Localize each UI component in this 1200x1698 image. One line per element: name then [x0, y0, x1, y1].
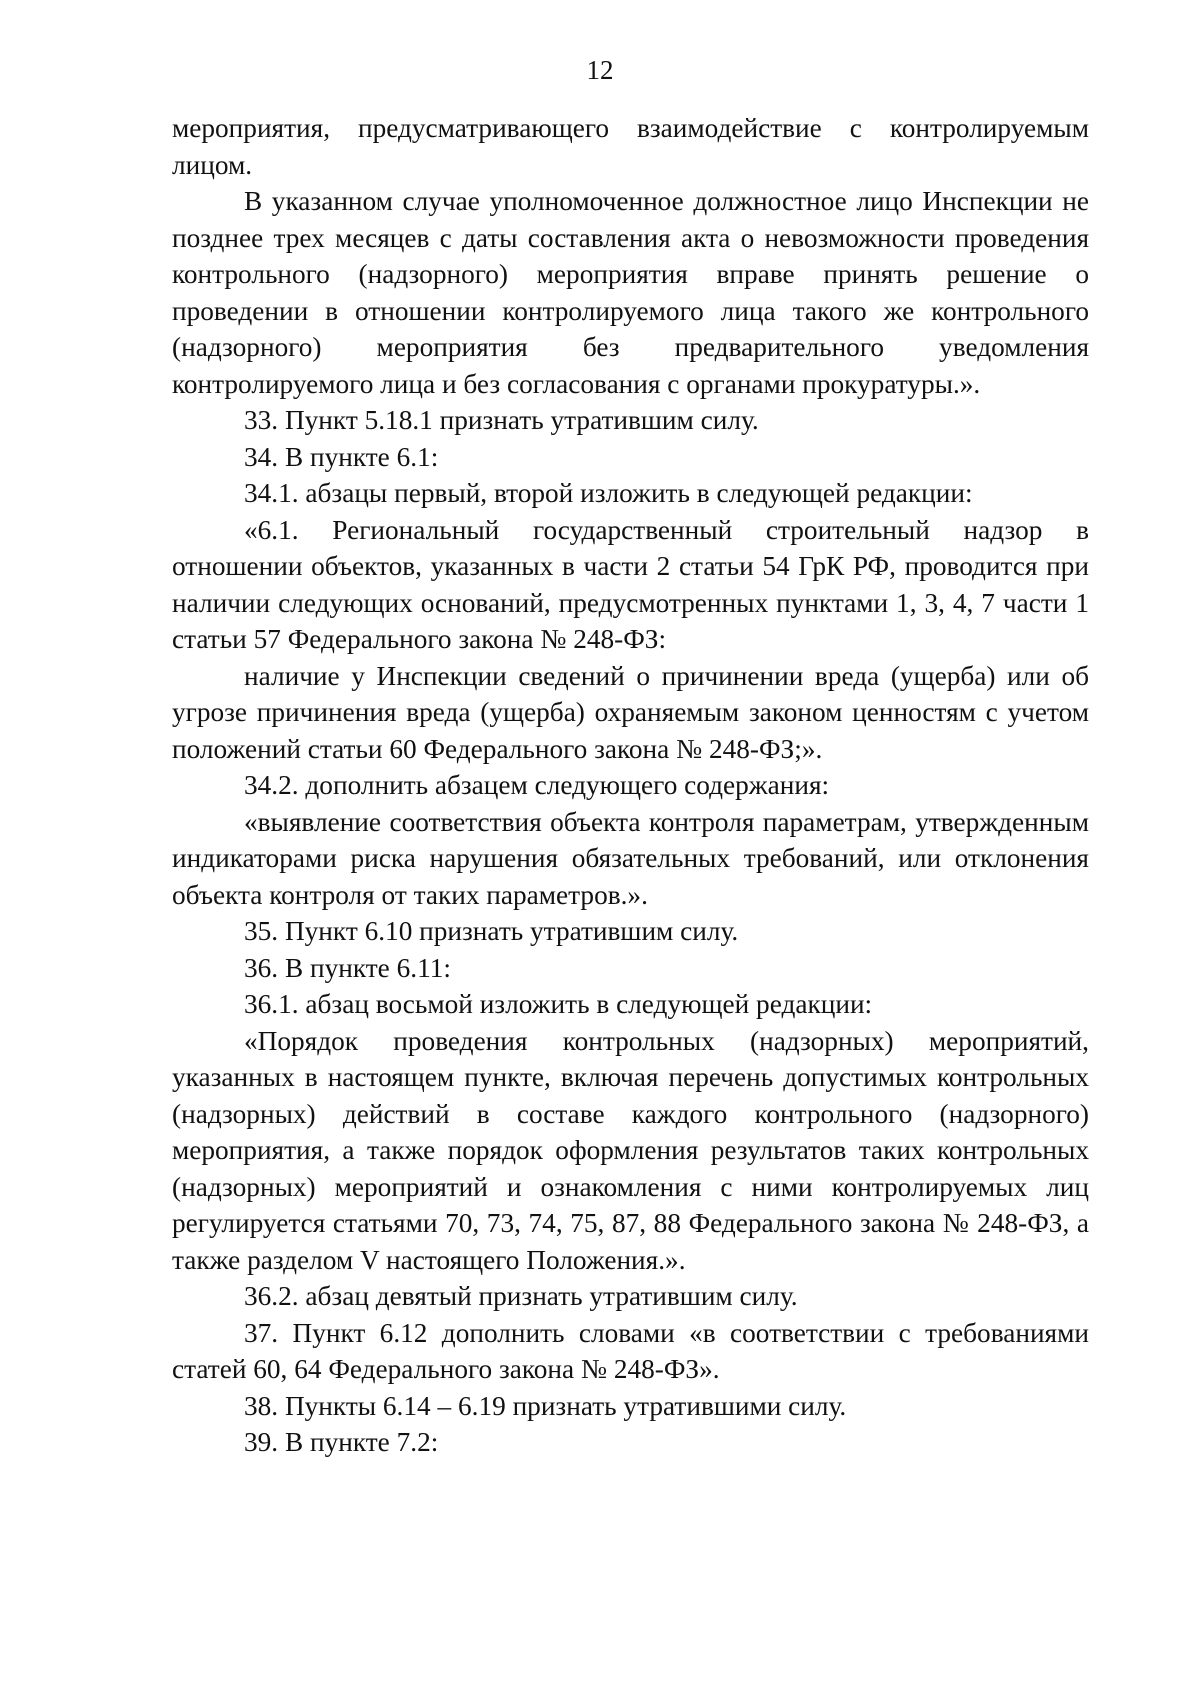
item-34-1: 34.1. абзацы первый, второй изложить в следующей редакции: — [244, 478, 973, 508]
paragraph-continuation: мероприятия, предусматривающего взаимодействие с контролируемым лицом. — [172, 113, 1089, 180]
item-39: 39. В пункте 7.2: — [244, 1427, 439, 1457]
quoted-paragraph-6-1: «6.1. Региональный государственный строительный надзор в отношении объектов, указанных в части 2 статьи 54 ГрК РФ, проводится при наличии следующих оснований, предусмотренных пунктами 1, 3, 4, 7 части 1 статьи 57 Федерального закона № 248-ФЗ: — [172, 514, 1089, 654]
item-34-2: 34.2. дополнить абзацем следующего содержания: — [244, 770, 830, 800]
item-36-1: 36.1. абзац восьмой изложить в следующей редакции: — [244, 989, 873, 1019]
item-34: 34. В пункте 6.1: — [244, 441, 439, 472]
quoted-paragraph: «выявление соответствия объекта контроля параметрам, утвержденным индикаторами риска нарушения обязательных требований, или отклонения объекта контроля от таких параметров.». — [172, 806, 1089, 910]
quoted-paragraph: «Порядок проведения контрольных (надзорных) мероприятий, указанных в настоящем пункте, включая перечень допустимых контрольных (надзорных) действий в составе каждого контрольного (надзорного) мероприятия, а также порядок оформления результатов таких контрольных (надзорных) мероприятий и ознакомления с ними контролируемых лиц регулируется статьями 70, 73, 74, 75, 87, 88 Федерального закона № 248-ФЗ, а также разделом V настоящего Положения.». — [172, 1025, 1089, 1275]
item-35: 35. Пункт 6.10 признать утратившим силу. — [244, 916, 739, 946]
page-number: 12 — [586, 55, 614, 85]
item-36: 36. В пункте 6.11: — [244, 952, 451, 983]
item-33: 33. Пункт 5.18.1 признать утратившим силу. — [244, 405, 759, 435]
document-body — [172, 110, 1089, 1461]
item-36-2: 36.2. абзац девятый признать утратившим силу. — [244, 1281, 798, 1311]
item-38: 38. Пункты 6.14 – 6.19 признать утратившими силу. — [244, 1390, 847, 1421]
paragraph: В указанном случае уполномоченное должностное лицо Инспекции не позднее трех месяцев с даты составления акта о невозможности проведения контрольного (надзорного) мероприятия вправе принять решение о проведении в отношении контролируемого лица такого же контрольного (надзорного) мероприятия без предварительного уведомления контролируемого лица и без согласования с органами прокуратуры.». — [172, 186, 1089, 399]
quoted-paragraph: наличие у Инспекции сведений о причинении вреда (ущерба) или об угрозе причинения вреда (ущерба) охраняемым законом ценностям с учетом положений статьи 60 Федерального закона № 248-ФЗ;». — [172, 660, 1089, 764]
item-37: 37. Пункт 6.12 дополнить словами «в соответствии с требованиями статей 60, 64 Федерального закона № 248-ФЗ». — [172, 1317, 1089, 1384]
